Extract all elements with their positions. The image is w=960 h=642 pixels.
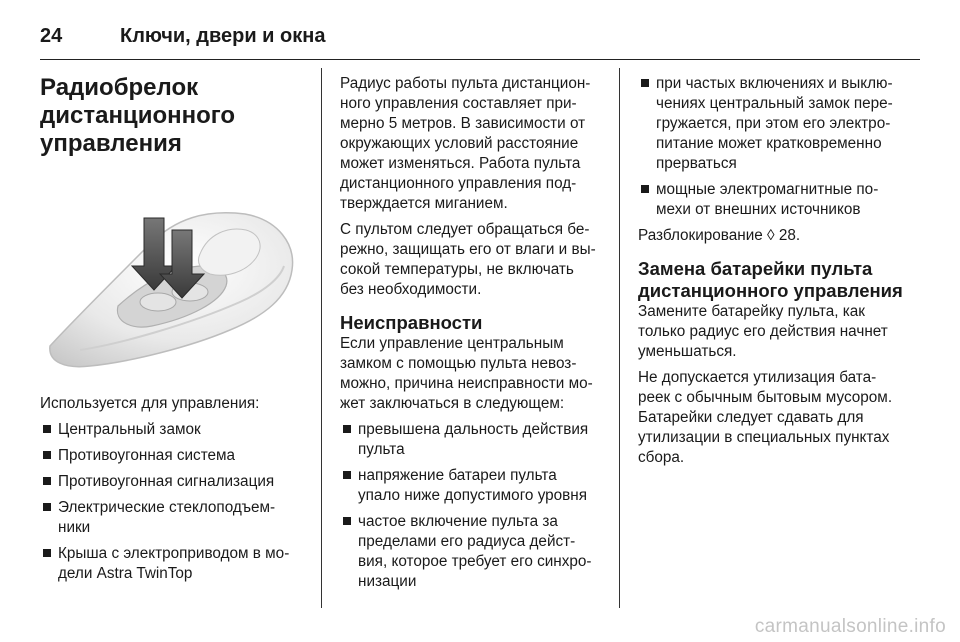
bullet-icon	[343, 471, 351, 479]
bullet-icon	[343, 517, 351, 525]
bullet-icon	[43, 425, 51, 433]
list-item: Противоугонная сигнализация	[40, 472, 308, 492]
bullet-icon	[43, 503, 51, 511]
column-divider-1	[321, 68, 322, 608]
list-item: Центральный замок	[40, 420, 308, 440]
column-divider-2	[619, 68, 620, 608]
list-item: при частых включениях и выклю- чениях центральный замок пере- гружается, при этом его электро- питание может кратковременно прерваться	[638, 74, 906, 174]
bullet-icon	[43, 549, 51, 557]
list-item: напряжение батареи пульта упало ниже допустимого уровня	[340, 466, 606, 506]
bullet-icon	[343, 425, 351, 433]
battery-paragraph-2: Не допускается утилизация бата- реек с обычным бытовым мусором. Батарейки следует сдавать для утилизации в специальных пунктах сбора.	[638, 369, 893, 466]
page-number: 24	[40, 24, 63, 47]
left-column	[40, 74, 308, 590]
middle-column	[340, 74, 606, 598]
page-header	[40, 16, 920, 56]
watermark: carmanualsonline.info	[754, 616, 946, 637]
malfunction-list	[340, 420, 606, 592]
bullet-icon	[43, 477, 51, 485]
header-rule	[40, 59, 920, 60]
bullet-icon	[43, 451, 51, 459]
malfunction-heading: Неисправности	[340, 312, 483, 333]
list-item: частое включение пульта за пределами его радиуса дейст- вия, которое требует его синхро- низации	[340, 512, 606, 592]
list-item: Крыша с электроприводом в мо- дели Astra TwinTop	[40, 544, 308, 584]
range-paragraph: Радиус работы пульта дистанцион- ного управления составляет при- мерно 5 метров. В зависимости от окружающих условий расстояние может изменяться. Работа пульта дистанционного управления под- тверждается миганием.	[340, 75, 591, 212]
list-item: Электрические стеклоподъем- ники	[40, 498, 308, 538]
battery-heading: Замена батарейки пульта дистанционного управления	[638, 258, 903, 301]
remote-key-press-icon	[40, 174, 302, 374]
care-paragraph: С пультом следует обращаться бе- режно, защищать его от влаги и вы- сокой температуры, не включать без необходимости.	[340, 221, 596, 298]
list-item: мощные электромагнитные по- мехи от внешних источников	[638, 180, 906, 220]
bullet-icon	[641, 185, 649, 193]
usage-intro: Используется для управления:	[40, 395, 260, 412]
malfunction-text: Если управление центральным замком с помощью пульта невоз- можно, причина неисправности мо- жет заключаться в следующем:	[340, 335, 593, 412]
chapter-title: Ключи, двери и окна	[120, 24, 326, 47]
malfunction-list-continued	[638, 74, 906, 220]
unlock-reference-link[interactable]: Разблокирование ◊ 28.	[638, 227, 801, 244]
section-title: Радиобрелок дистанционного управления	[40, 74, 236, 157]
bullet-icon	[641, 79, 649, 87]
list-item: превышена дальность действия пульта	[340, 420, 606, 460]
usage-list	[40, 420, 308, 584]
list-item: Противоугонная система	[40, 446, 308, 466]
battery-paragraph-1: Замените батарейку пульта, как только радиус его действия начнет уменьшаться.	[638, 303, 888, 360]
right-column	[638, 74, 906, 474]
